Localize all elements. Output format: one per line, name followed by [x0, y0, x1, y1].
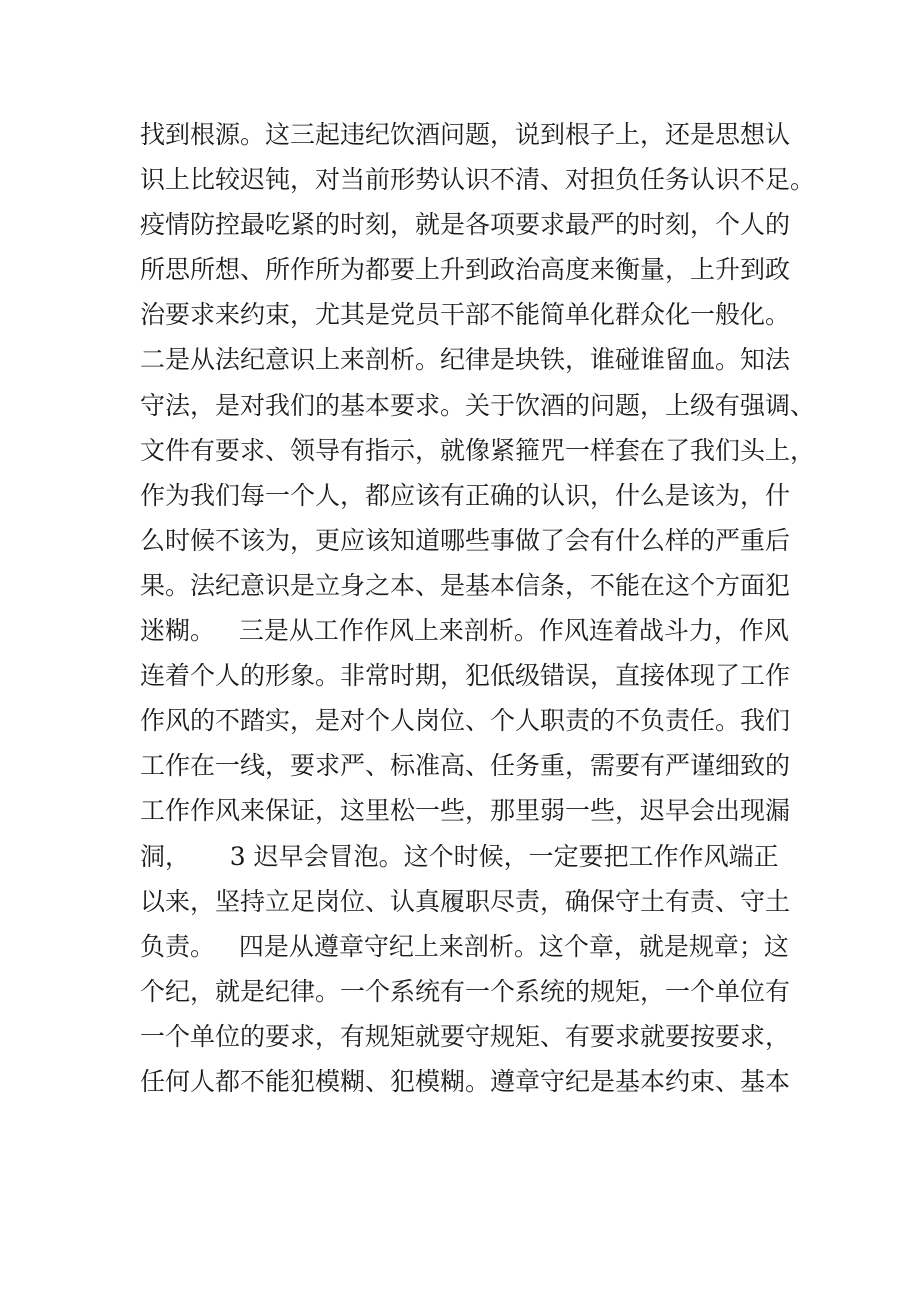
text-line-1: 找到根源。这三起违纪饮酒问题，说到根子上，还是思想认 — [140, 120, 791, 149]
text-line-12: 迷糊。 三是从工作作风上来剖析。作风连着战斗力，作风 — [140, 616, 789, 646]
text-line-13: 连着个人的形象。非常时期，犯低级错误，直接体现了工作 — [140, 661, 791, 691]
text-line-14: 作风的不踏实，是对个人岗位、个人职责的不负责任。我们 — [140, 706, 791, 736]
text-line-10: 么时候不该为，更应该知道哪些事做了会有什么样的严重后 — [140, 525, 791, 555]
text-line-6: 二是从法纪意识上来剖析。纪律是块铁，谁碰谁留血。知法 — [140, 345, 791, 375]
text-line-21: 一个单位的要求，有规矩就要守规矩、有要求就要按要求， — [140, 1021, 791, 1051]
text-line-4: 所思所想、所作所为都要上升到政治高度来衡量，上升到政 — [140, 255, 791, 285]
text-line-9: 作为我们每一个人，都应该有正确的认识，什么是该为，什 — [140, 480, 791, 510]
text-line-5: 治要求来约束，尤其是党员干部不能简单化群众化一般化。 — [140, 300, 791, 330]
text-line-7: 守法，是对我们的基本要求。关于饮酒的问题，上级有强调、 — [140, 390, 816, 420]
text-line-16: 工作作风来保证，这里松一些，那里弱一些，迟早会出现漏 — [140, 796, 791, 826]
text-line-3: 疫情防控最吃紧的时刻，就是各项要求最严的时刻，个人的 — [140, 210, 791, 240]
text-line-11: 果。法纪意识是立身之本、是基本信条，不能在这个方面犯 — [140, 570, 791, 600]
text-line-22: 任何人都不能犯模糊、犯模糊。遵章守纪是基本约束、基本 — [140, 1066, 791, 1096]
text-line-2: 识上比较迟钝，对当前形势认识不清、对担负任务认识不足。 — [140, 165, 816, 195]
body-text — [140, 112, 816, 1104]
text-line-19: 负责。 四是从遵章守纪上来剖析。这个章，就是规章；这 — [140, 931, 789, 961]
text-line-20: 个纪，就是纪律。一个系统有一个系统的规矩，一个单位有 — [140, 976, 791, 1006]
text-line-15: 工作在一线，要求严、标准高、任务重，需要有严谨细致的 — [140, 751, 791, 781]
text-line-18: 以来，坚持立足岗位、认真履职尽责，确保守土有责、守土 — [140, 886, 791, 916]
text-line-8: 文件有要求、领导有指示，就像紧箍咒一样套在了我们头上， — [140, 435, 816, 465]
text-line-17: 洞， 3 迟早会冒泡。这个时候，一定要把工作作风端正 — [140, 841, 779, 871]
